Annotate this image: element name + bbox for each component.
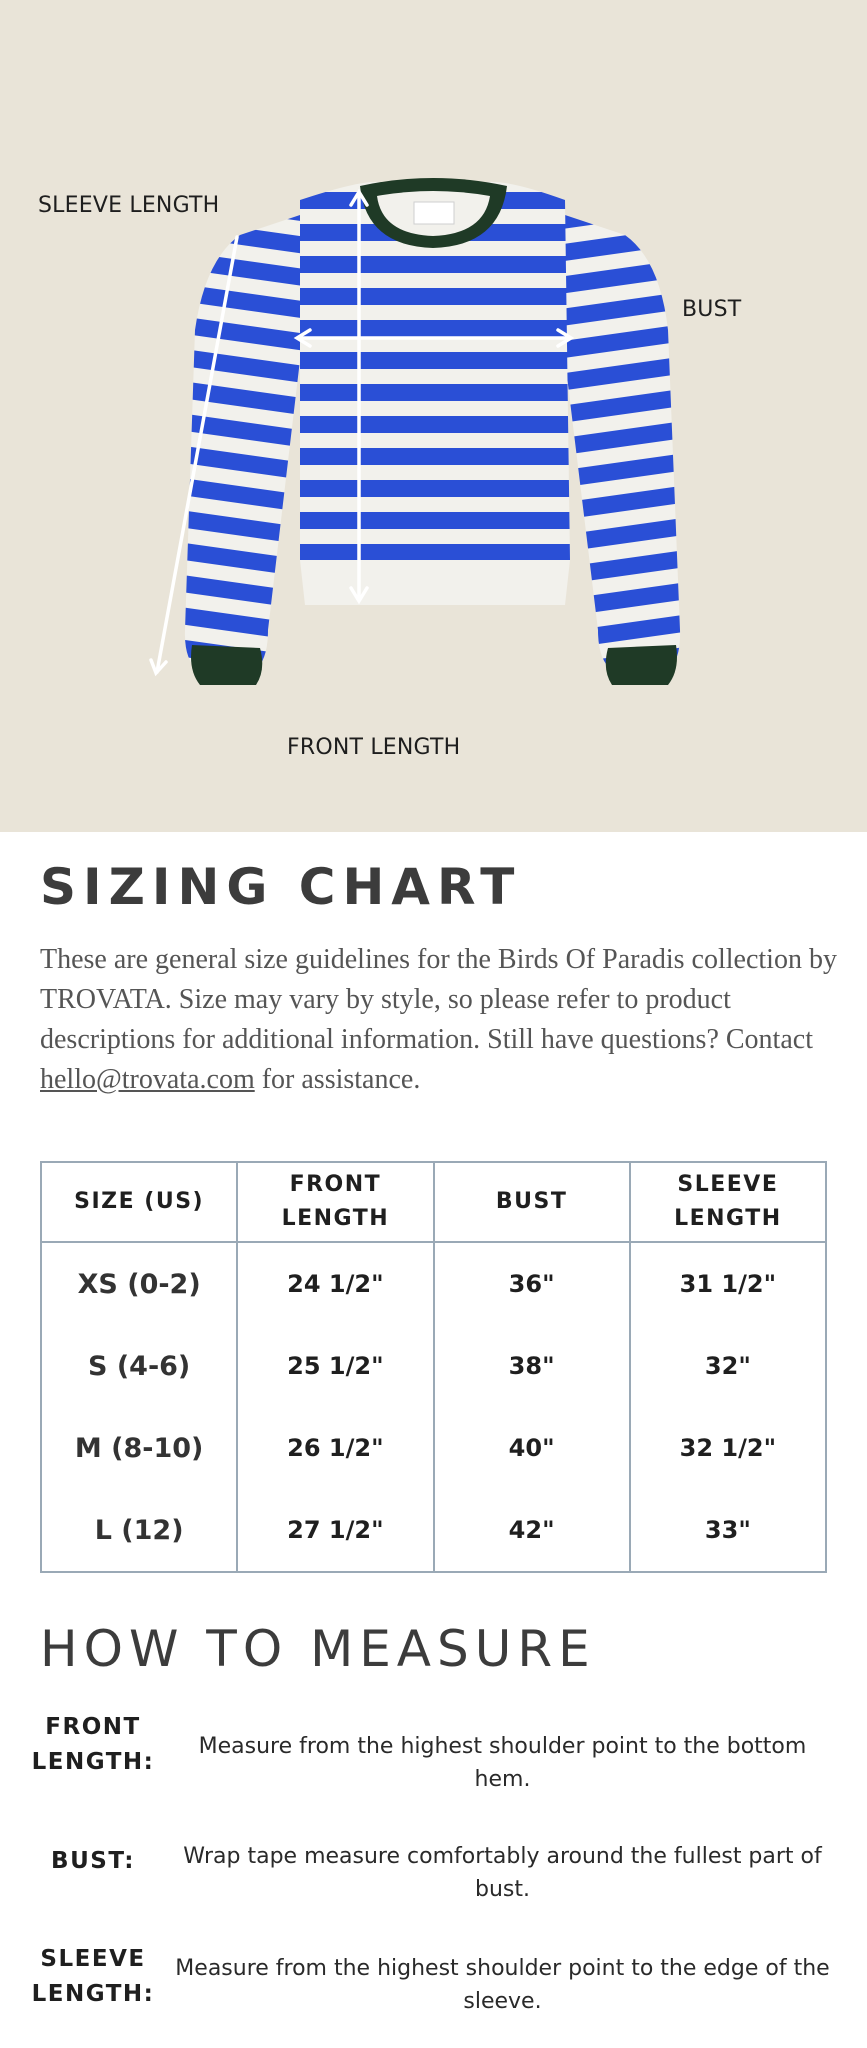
table-row bbox=[41, 1325, 826, 1407]
front-length-cell: 27 1/2" bbox=[237, 1489, 433, 1572]
left-sleeve bbox=[185, 215, 300, 670]
header-sleeve-length: SLEEVE LENGTH bbox=[630, 1162, 826, 1242]
table-row bbox=[41, 1407, 826, 1489]
intro-paragraph bbox=[40, 940, 840, 1100]
sizing-chart-title: SIZING CHART bbox=[40, 858, 522, 916]
front-length-cell: 24 1/2" bbox=[237, 1242, 433, 1325]
garment-tag bbox=[414, 202, 454, 224]
front-length-cell: 25 1/2" bbox=[237, 1325, 433, 1407]
header-bust: BUST bbox=[434, 1162, 630, 1242]
sleeve-length-cell: 32 1/2" bbox=[630, 1407, 826, 1489]
table-row bbox=[41, 1489, 826, 1572]
bust-cell: 40" bbox=[434, 1407, 630, 1489]
header-front-length: FRONT LENGTH bbox=[237, 1162, 433, 1242]
right-cuff bbox=[606, 645, 677, 685]
measure-description: Wrap tape measure comfortably around the fullest part of bust. bbox=[183, 1844, 822, 1902]
right-sleeve bbox=[565, 215, 680, 670]
bust-label: BUST bbox=[682, 297, 742, 322]
intro-text: These are general size guidelines for the Birds Of Paradis collection by TROVATA. Size may vary by style, so please refer to product descriptions for additional information. Still have questions? Contact bbox=[40, 944, 837, 1055]
sleeve-length-cell: 32" bbox=[630, 1325, 826, 1407]
left-cuff bbox=[191, 645, 262, 685]
bust-cell: 38" bbox=[434, 1325, 630, 1407]
front-length-label: FRONT LENGTH bbox=[287, 735, 461, 760]
sleeve-length-cell: 33" bbox=[630, 1489, 826, 1572]
size-cell: S (4-6) bbox=[41, 1325, 237, 1407]
bust-cell: 36" bbox=[434, 1242, 630, 1325]
how-to-measure-title: HOW TO MEASURE bbox=[40, 1620, 596, 1678]
header-size: SIZE (US) bbox=[41, 1162, 237, 1242]
hero-image bbox=[0, 0, 867, 832]
measure-label: BUST: bbox=[51, 1848, 135, 1874]
sleeve-length-cell: 31 1/2" bbox=[630, 1242, 826, 1325]
table-row bbox=[41, 1242, 826, 1325]
sizing-table bbox=[40, 1161, 827, 1573]
measure-description: Measure from the highest shoulder point to the bottom hem. bbox=[198, 1734, 807, 1792]
sleeve-length-label: SLEEVE LENGTH bbox=[38, 193, 220, 218]
size-cell: M (8-10) bbox=[41, 1407, 237, 1489]
sweater-illustration bbox=[0, 0, 867, 832]
intro-text-end: for assistance. bbox=[254, 1064, 421, 1095]
bust-cell: 42" bbox=[434, 1489, 630, 1572]
size-cell: XS (0-2) bbox=[41, 1242, 237, 1325]
table-header-row bbox=[41, 1162, 826, 1242]
hem-band bbox=[300, 560, 570, 605]
measure-label: SLEEVE LENGTH: bbox=[31, 1946, 155, 2007]
measure-label: FRONT LENGTH: bbox=[31, 1714, 155, 1775]
contact-email-link[interactable]: hello@trovata.com bbox=[40, 1064, 255, 1095]
size-cell: L (12) bbox=[41, 1489, 237, 1572]
measure-description: Measure from the highest shoulder point to the edge of the sleeve. bbox=[175, 1956, 830, 2014]
front-length-cell: 26 1/2" bbox=[237, 1407, 433, 1489]
